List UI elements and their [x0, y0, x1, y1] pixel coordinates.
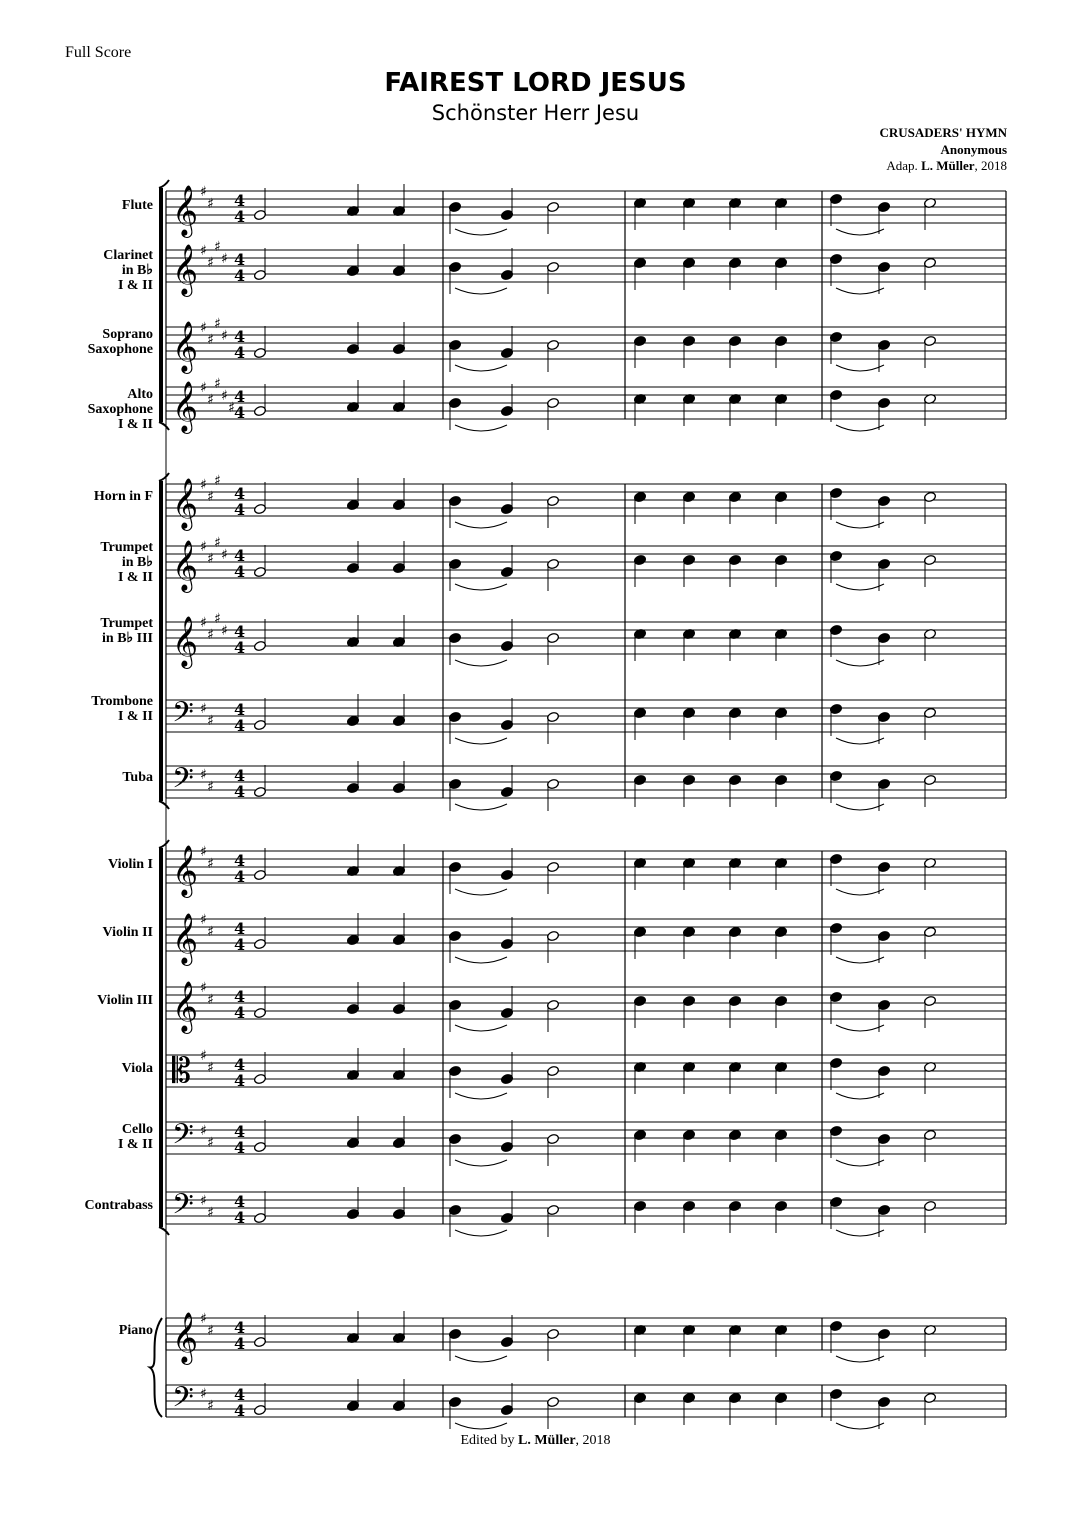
label-line: Clarinet	[103, 248, 153, 263]
sharp-sign: ♯	[214, 535, 221, 551]
slur	[455, 229, 507, 235]
clef-symbol: 𝄢	[172, 1188, 194, 1228]
label-line: I & II	[117, 709, 153, 724]
slur	[836, 1230, 884, 1236]
clef-symbol: 𝄞	[172, 478, 199, 529]
sharp-sign: ♯	[207, 924, 214, 940]
barlines	[166, 191, 1006, 1417]
label-line: Violin I	[108, 857, 153, 872]
sharp-sign: ♯	[207, 1398, 214, 1414]
sharp-sign: ♯	[214, 316, 221, 332]
label-line: I & II	[117, 417, 153, 432]
clef-symbol: 𝄞	[172, 244, 199, 295]
group-bracket	[159, 481, 163, 801]
slur	[836, 738, 884, 744]
bracket-hook	[159, 801, 169, 809]
clef-symbol: 𝄞	[172, 845, 199, 896]
slur	[455, 957, 507, 963]
time-signature-unit: 4	[234, 266, 246, 285]
time-signature-beats: 4	[234, 1318, 246, 1337]
time-signature-beats: 4	[234, 484, 246, 503]
slur	[836, 1423, 884, 1429]
label-line: Piano	[118, 1323, 153, 1338]
label-line: Violin III	[97, 993, 153, 1008]
slur	[836, 804, 884, 810]
time-signature-unit: 4	[234, 562, 246, 581]
time-signature-beats: 4	[234, 327, 246, 346]
slur	[836, 365, 884, 371]
bracket-hook	[159, 473, 169, 481]
sharp-sign: ♯	[200, 615, 207, 631]
staff-lines	[166, 191, 1006, 1417]
piano-brace	[150, 1318, 162, 1417]
time-signature-unit: 4	[234, 1401, 246, 1420]
slur	[836, 522, 884, 528]
time-signature-beats: 4	[234, 191, 246, 210]
time-signature-unit: 4	[234, 638, 246, 657]
clef-symbol: 𝄢	[172, 1118, 194, 1158]
time-signature-unit: 4	[234, 867, 246, 886]
bracket-hook	[159, 422, 169, 430]
slur	[455, 804, 507, 810]
hymn-tune-credit: CRUSADERS' HYMN	[879, 125, 1007, 140]
sharp-sign: ♯	[221, 547, 228, 563]
sharp-sign: ♯	[221, 388, 228, 404]
sharp-sign: ♯	[200, 320, 207, 336]
clef-symbol: 𝄞	[172, 540, 199, 591]
sharp-sign: ♯	[200, 701, 207, 717]
sharp-sign: ♯	[200, 380, 207, 396]
slur	[455, 288, 507, 294]
sharp-sign: ♯	[214, 611, 221, 627]
sharp-sign: ♯	[200, 477, 207, 493]
time-signature-unit: 4	[234, 403, 246, 422]
time-signature-beats: 4	[234, 919, 246, 938]
label-line: I & II	[117, 1137, 153, 1152]
sharp-sign: ♯	[207, 332, 214, 348]
slur	[455, 889, 507, 895]
label-line: Horn in F	[93, 489, 153, 504]
slur	[836, 584, 884, 590]
time-signature-beats: 4	[234, 700, 246, 719]
clef-symbol: 𝄞	[172, 1312, 199, 1363]
slur	[836, 1093, 884, 1099]
group-bracket	[159, 848, 163, 1227]
sharp-sign: ♯	[200, 912, 207, 928]
label-line: Trumpet	[100, 616, 153, 631]
sharp-sign: ♯	[207, 551, 214, 567]
label-line: Trombone	[91, 694, 153, 709]
label-line: Soprano	[102, 327, 153, 342]
label-line: Tuba	[122, 770, 153, 785]
slur	[455, 1093, 507, 1099]
footer-prefix: Edited by	[460, 1433, 518, 1448]
sharp-sign: ♯	[221, 623, 228, 639]
clef-symbol: 𝄢	[172, 762, 194, 802]
sharp-sign: ♯	[200, 539, 207, 555]
time-signature-unit: 4	[234, 207, 246, 226]
label-line: Trumpet	[100, 540, 153, 555]
label-line: Contrabass	[84, 1198, 153, 1213]
time-signature-unit: 4	[234, 343, 246, 362]
key-signatures	[200, 184, 235, 1414]
adaptation-name: L. Müller	[921, 158, 975, 173]
time-signature-beats: 4	[234, 1385, 246, 1404]
slur	[455, 1423, 507, 1429]
clef-symbol: 𝄡	[172, 1051, 191, 1091]
sharp-sign: ♯	[207, 627, 214, 643]
slur	[836, 229, 884, 235]
time-signature-unit: 4	[234, 1138, 246, 1157]
time-signature-unit: 4	[234, 782, 246, 801]
label-line: Violin II	[102, 925, 153, 940]
slur	[455, 425, 507, 431]
bracket-hook	[159, 180, 169, 188]
clef-symbol: 𝄞	[172, 913, 199, 964]
label-line: Viola	[121, 1061, 153, 1076]
sharp-sign: ♯	[200, 844, 207, 860]
slur	[836, 660, 884, 666]
sharp-sign: ♯	[221, 251, 228, 267]
sharp-sign: ♯	[207, 1060, 214, 1076]
bracket-hook	[159, 1227, 169, 1235]
time-signature-beats: 4	[234, 546, 246, 565]
sharp-sign: ♯	[200, 184, 207, 200]
group-bracket	[159, 188, 163, 422]
slur	[455, 1160, 507, 1166]
sharp-sign: ♯	[207, 255, 214, 271]
sharp-sign: ♯	[221, 328, 228, 344]
label-line: I & II	[117, 570, 153, 585]
page-title: FAIREST LORD JESUS	[384, 68, 687, 98]
sharp-sign: ♯	[200, 1386, 207, 1402]
label-line: in B♭	[121, 555, 153, 570]
clef-symbol: 𝄢	[172, 1381, 194, 1421]
sharp-sign: ♯	[207, 992, 214, 1008]
clef-symbol: 𝄞	[172, 981, 199, 1032]
label-line: in B♭	[121, 263, 153, 278]
slur	[836, 1356, 884, 1362]
clef-symbol: 𝄞	[172, 321, 199, 372]
sharp-sign: ♯	[207, 779, 214, 795]
sharp-sign: ♯	[200, 1123, 207, 1139]
footer-name: L. Müller	[518, 1433, 576, 1448]
sharp-sign: ♯	[200, 1193, 207, 1209]
score-type-label: Full Score	[65, 44, 132, 61]
sharp-sign: ♯	[207, 1205, 214, 1221]
sharp-sign: ♯	[228, 400, 235, 416]
sharp-sign: ♯	[207, 856, 214, 872]
sharp-sign: ♯	[207, 392, 214, 408]
sharp-sign: ♯	[200, 1048, 207, 1064]
time-signature-unit: 4	[234, 935, 246, 954]
slur	[836, 889, 884, 895]
bracket-hook	[159, 840, 169, 848]
label-line: Cello	[121, 1122, 153, 1137]
clef-symbol: 𝄞	[172, 616, 199, 667]
time-signature-beats: 4	[234, 987, 246, 1006]
time-signature-unit: 4	[234, 1071, 246, 1090]
time-signature-unit: 4	[234, 1334, 246, 1353]
time-signatures	[234, 191, 245, 1420]
slur	[836, 288, 884, 294]
sharp-sign: ♯	[200, 243, 207, 259]
time-signature-unit: 4	[234, 716, 246, 735]
sharp-sign: ♯	[214, 473, 221, 489]
slur	[455, 584, 507, 590]
edition-footer	[0, 1433, 1071, 1449]
slur	[836, 425, 884, 431]
slur	[455, 522, 507, 528]
time-signature-beats: 4	[234, 1055, 246, 1074]
sharp-sign: ♯	[200, 1311, 207, 1327]
slur	[455, 1356, 507, 1362]
sharp-sign: ♯	[207, 713, 214, 729]
sharp-sign: ♯	[207, 489, 214, 505]
time-signature-beats: 4	[234, 387, 246, 406]
clefs	[172, 185, 198, 1421]
label-line: I & II	[117, 278, 153, 293]
slur	[836, 1025, 884, 1031]
adaptation-year: , 2018	[974, 158, 1007, 173]
sharp-sign: ♯	[207, 1323, 214, 1339]
time-signature-beats: 4	[234, 766, 246, 785]
sharp-sign: ♯	[207, 1135, 214, 1151]
composer-credit: Anonymous	[940, 142, 1007, 157]
clef-symbol: 𝄢	[172, 696, 194, 736]
slur	[455, 365, 507, 371]
time-signature-unit: 4	[234, 1208, 246, 1227]
sharp-sign: ♯	[214, 239, 221, 255]
adaptation-prefix: Adap.	[886, 158, 918, 173]
sharp-sign: ♯	[200, 980, 207, 996]
time-signature-beats: 4	[234, 250, 246, 269]
label-line: Saxophone	[87, 342, 153, 357]
slur	[455, 1025, 507, 1031]
label-line: Flute	[121, 198, 153, 213]
sharp-sign: ♯	[200, 767, 207, 783]
time-signature-unit: 4	[234, 1003, 246, 1022]
label-line: Alto	[127, 387, 153, 402]
slur	[836, 1160, 884, 1166]
time-signature-beats: 4	[234, 851, 246, 870]
time-signature-beats: 4	[234, 1122, 246, 1141]
page-subtitle: Schönster Herr Jesu	[431, 101, 640, 125]
clef-symbol: 𝄞	[172, 381, 199, 432]
slur	[455, 660, 507, 666]
time-signature-beats: 4	[234, 622, 246, 641]
sharp-sign: ♯	[214, 376, 221, 392]
slur	[455, 1230, 507, 1236]
label-line: in B♭ III	[102, 631, 153, 646]
time-signature-unit: 4	[234, 500, 246, 519]
footer-year: , 2018	[575, 1433, 611, 1448]
slur	[455, 738, 507, 744]
label-line: Saxophone	[87, 402, 153, 417]
clef-symbol: 𝄞	[172, 185, 199, 236]
sharp-sign: ♯	[207, 196, 214, 212]
time-signature-beats: 4	[234, 1192, 246, 1211]
notes	[253, 184, 936, 1429]
slur	[836, 957, 884, 963]
